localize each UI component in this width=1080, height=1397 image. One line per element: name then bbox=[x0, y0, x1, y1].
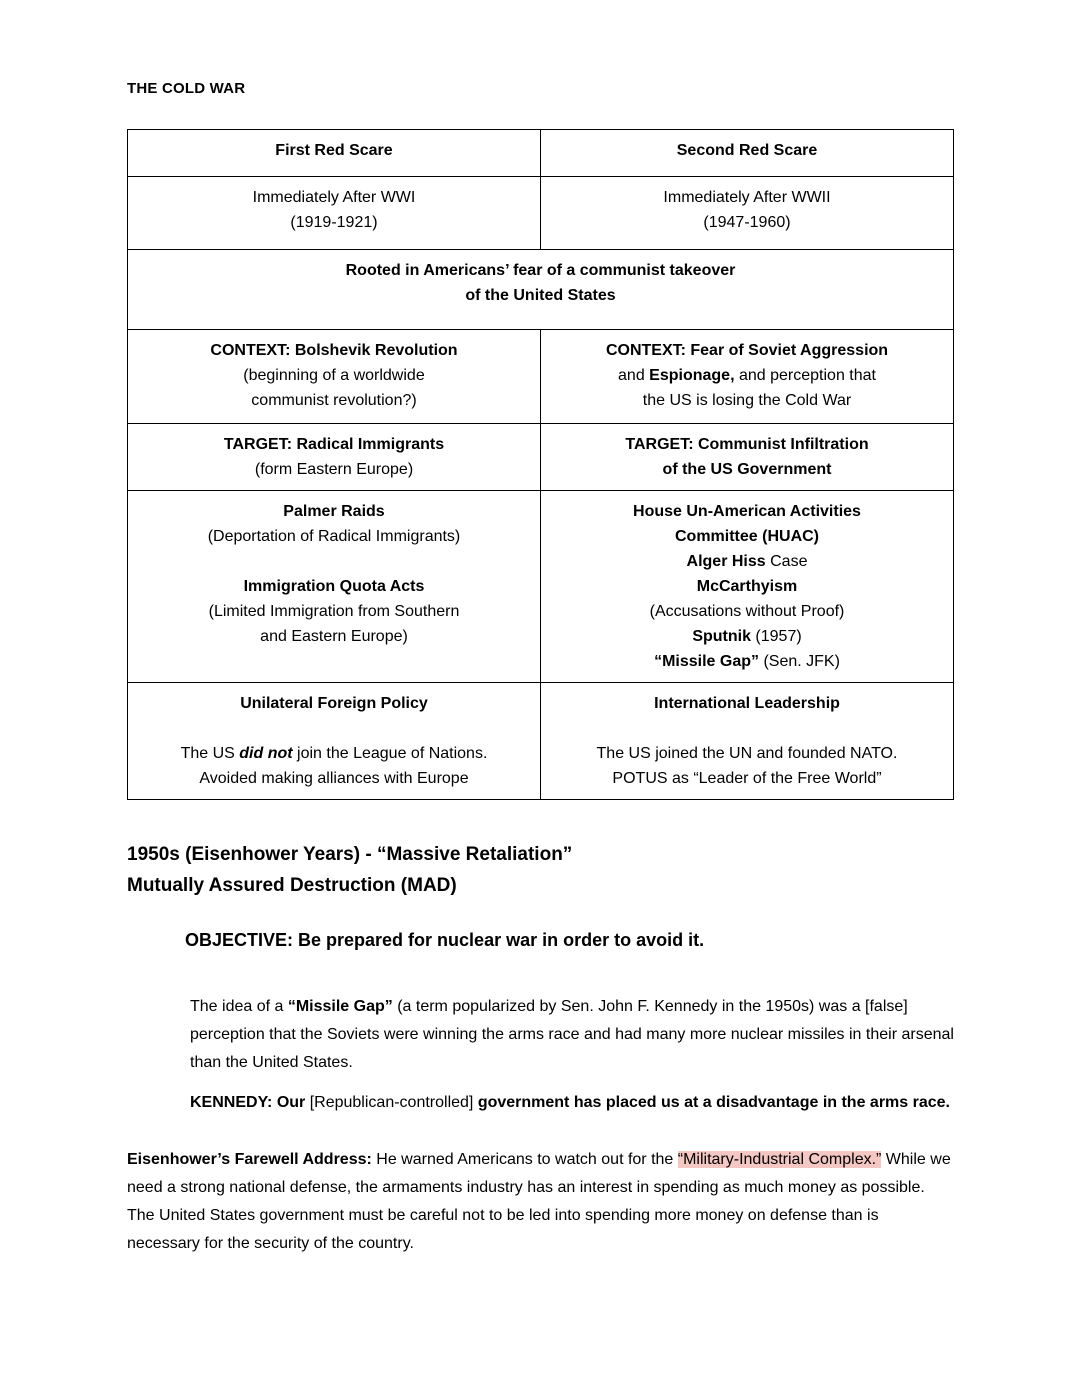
cell-second-target: TARGET: Communist Infiltration of the US Government bbox=[541, 424, 954, 491]
document-title: THE COLD WAR bbox=[127, 80, 246, 97]
section-heading-eisenhower: 1950s (Eisenhower Years) - “Massive Retaliation” Mutually Assured Destruction (MAD) bbox=[127, 844, 573, 896]
cell-first-context: CONTEXT: Bolshevik Revolution (beginning of a worldwide communist revolution?) bbox=[128, 330, 541, 424]
cell-second-context: CONTEXT: Fear of Soviet Aggression and Espionage, and perception that the US is losing the Cold War bbox=[541, 330, 954, 424]
cell-first-red-scare-header: First Red Scare bbox=[128, 130, 541, 177]
table-row-period bbox=[128, 177, 954, 250]
cell-first-events: Palmer Raids (Deportation of Radical Immigrants) Immigration Quota Acts (Limited Immigration from Southern and Eastern Europe) bbox=[128, 491, 541, 683]
kennedy-quote-paragraph: KENNEDY: Our [Republican-controlled] government has placed us at a disadvantage in the arms race. bbox=[190, 1094, 950, 1111]
cell-second-policy: International Leadership The US joined the UN and founded NATO. POTUS as “Leader of the Free World” bbox=[541, 683, 954, 800]
cell-second-events: House Un-American Activities Committee (HUAC) Alger Hiss Case McCarthyism (Accusations without Proof) Sputnik (1957) “Missile Gap” (Sen. JFK) bbox=[541, 491, 954, 683]
cell-rooted-merged: Rooted in Americans’ fear of a communist takeover of the United States bbox=[128, 250, 954, 330]
table-row-rooted bbox=[128, 250, 954, 330]
farewell-address-paragraph: Eisenhower’s Farewell Address: He warned Americans to watch out for the “Military-Industrial Complex.” While we need a strong national defense, the armaments industry has an interest in spending as much money as possible. The United States government must be careful not to be led into spending more money on defense than is necessary for the security of the country. bbox=[127, 1151, 951, 1252]
objective-line: OBJECTIVE: Be prepared for nuclear war in order to avoid it. bbox=[185, 930, 705, 950]
red-scare-comparison-table bbox=[127, 129, 954, 800]
table-row-headers bbox=[128, 130, 954, 177]
missile-gap-paragraph: The idea of a “Missile Gap” (a term popularized by Sen. John F. Kennedy in the 1950s) was a [false] perception that the Soviets were winning the arms race and had many more nuclear missiles in their arsenal than the United States. bbox=[190, 998, 954, 1071]
cell-second-red-scare-header: Second Red Scare bbox=[541, 130, 954, 177]
cell-first-policy: Unilateral Foreign Policy The US did not join the League of Nations. Avoided making alliances with Europe bbox=[128, 683, 541, 800]
table-row-context bbox=[128, 330, 954, 424]
cell-first-target: TARGET: Radical Immigrants (form Eastern Europe) bbox=[128, 424, 541, 491]
cell-first-period: Immediately After WWI (1919-1921) bbox=[128, 177, 541, 250]
table-row-foreign-policy bbox=[128, 683, 954, 800]
table-row-events bbox=[128, 491, 954, 683]
table-row-target bbox=[128, 424, 954, 491]
cell-second-period: Immediately After WWII (1947-1960) bbox=[541, 177, 954, 250]
